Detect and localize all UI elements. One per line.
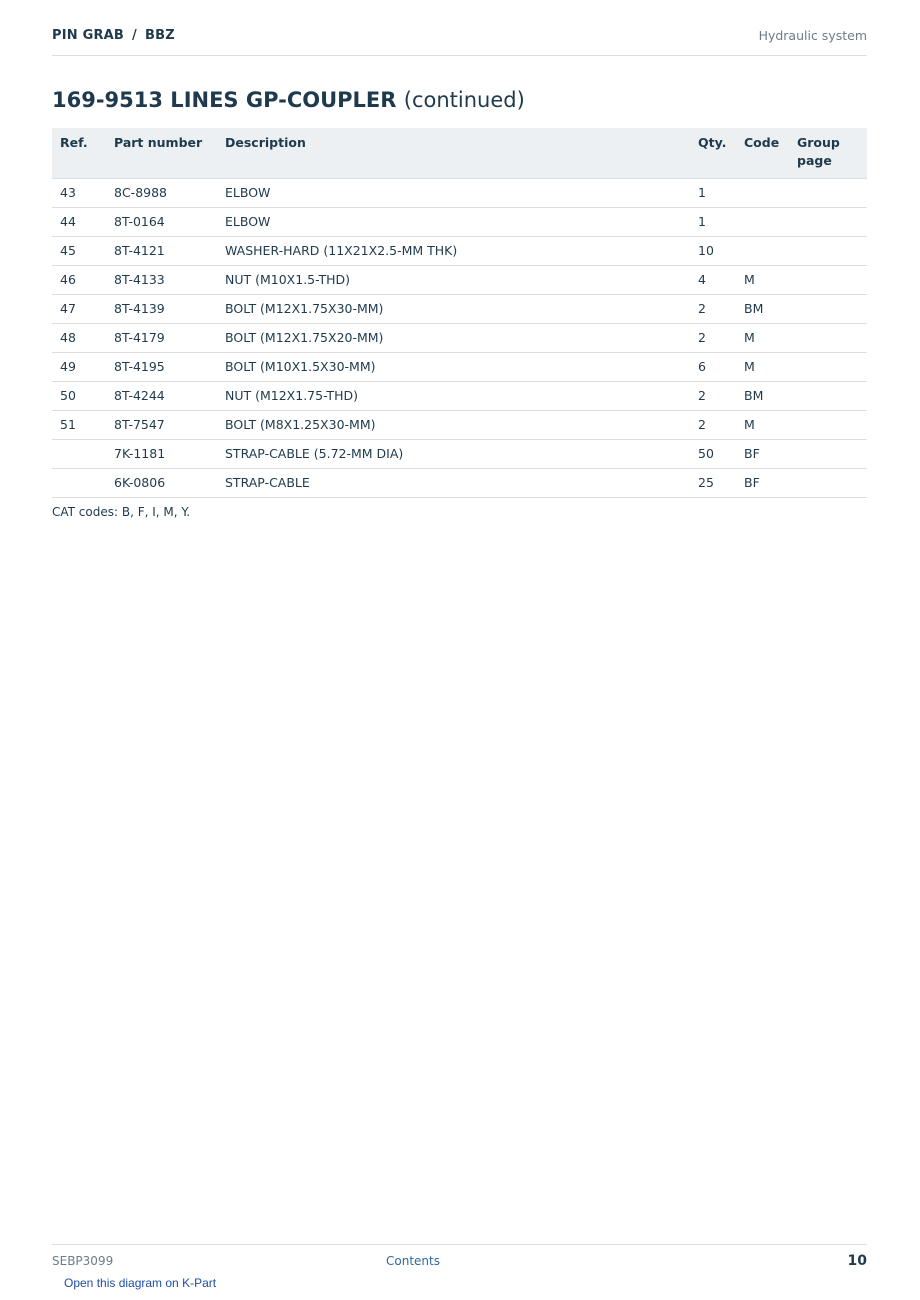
- cell-code: [736, 237, 789, 266]
- cell-description: NUT (M10X1.5-THD): [217, 266, 690, 295]
- cell-group-page: [789, 237, 867, 266]
- cell-code: [736, 208, 789, 237]
- table-row: [52, 440, 867, 469]
- cell-qty: 1: [690, 179, 736, 208]
- cell-code: BM: [736, 295, 789, 324]
- cell-qty: 50: [690, 440, 736, 469]
- cell-qty: 2: [690, 411, 736, 440]
- cell-code: [736, 179, 789, 208]
- header-group-page: Group page: [789, 128, 867, 179]
- cell-group-page: [789, 353, 867, 382]
- cell-group-page: [789, 440, 867, 469]
- cell-description: ELBOW: [217, 179, 690, 208]
- cell-part-number: 8T-4195: [106, 353, 217, 382]
- cell-group-page: [789, 266, 867, 295]
- cell-part-number: 8T-7547: [106, 411, 217, 440]
- cell-ref: 51: [52, 411, 106, 440]
- cell-description: BOLT (M12X1.75X30-MM): [217, 295, 690, 324]
- cell-group-page: [789, 295, 867, 324]
- cell-code: M: [736, 324, 789, 353]
- page-title-suffix: (continued): [403, 88, 525, 112]
- table-row: [52, 382, 867, 411]
- cell-qty: 10: [690, 237, 736, 266]
- cell-qty: 2: [690, 324, 736, 353]
- page-title-main: 169-9513 LINES GP-COUPLER: [52, 88, 397, 112]
- cell-qty: 1: [690, 208, 736, 237]
- page-number: 10: [847, 1253, 867, 1269]
- cell-ref: 50: [52, 382, 106, 411]
- cell-description: NUT (M12X1.75-THD): [217, 382, 690, 411]
- cell-group-page: [789, 469, 867, 498]
- contents-link[interactable]: Contents: [386, 1254, 440, 1268]
- header-part-number: Part number: [106, 128, 217, 179]
- cell-ref: 49: [52, 353, 106, 382]
- cell-description: STRAP-CABLE (5.72-MM DIA): [217, 440, 690, 469]
- open-kpart-link[interactable]: Open this diagram on K-Part: [64, 1276, 217, 1290]
- cell-code: M: [736, 411, 789, 440]
- header-ref: Ref.: [52, 128, 106, 179]
- cell-qty: 2: [690, 295, 736, 324]
- cell-ref: 45: [52, 237, 106, 266]
- document-code: SEBP3099: [52, 1254, 114, 1268]
- cell-part-number: 8T-4244: [106, 382, 217, 411]
- cell-description: BOLT (M8X1.25X30-MM): [217, 411, 690, 440]
- table-row: [52, 324, 867, 353]
- cell-description: BOLT (M12X1.75X20-MM): [217, 324, 690, 353]
- section-label: Hydraulic system: [758, 28, 867, 43]
- table-row: [52, 411, 867, 440]
- cell-part-number: 8C-8988: [106, 179, 217, 208]
- cell-part-number: 8T-4121: [106, 237, 217, 266]
- cell-group-page: [789, 382, 867, 411]
- table-row: [52, 353, 867, 382]
- cell-group-page: [789, 411, 867, 440]
- cat-codes-note: CAT codes: B, F, I, M, Y.: [52, 505, 191, 519]
- cell-description: ELBOW: [217, 208, 690, 237]
- cell-ref: 48: [52, 324, 106, 353]
- cell-code: BM: [736, 382, 789, 411]
- cell-part-number: 6K-0806: [106, 469, 217, 498]
- header-code: Code: [736, 128, 789, 179]
- page-title: [52, 88, 525, 112]
- cell-qty: 6: [690, 353, 736, 382]
- cell-code: BF: [736, 469, 789, 498]
- cell-ref: 47: [52, 295, 106, 324]
- parts-table: [52, 128, 867, 498]
- table-row: [52, 469, 867, 498]
- cell-qty: 4: [690, 266, 736, 295]
- cell-ref: [52, 469, 106, 498]
- page-footer: [52, 1244, 867, 1275]
- cell-description: STRAP-CABLE: [217, 469, 690, 498]
- cell-qty: 25: [690, 469, 736, 498]
- cell-part-number: 8T-4133: [106, 266, 217, 295]
- header-description: Description: [217, 128, 690, 179]
- header-qty: Qty.: [690, 128, 736, 179]
- breadcrumb-machine: PIN GRAB: [52, 28, 125, 43]
- cell-code: BF: [736, 440, 789, 469]
- table-row: [52, 237, 867, 266]
- cell-part-number: 8T-4179: [106, 324, 217, 353]
- cell-ref: 43: [52, 179, 106, 208]
- cell-code: M: [736, 353, 789, 382]
- cell-code: M: [736, 266, 789, 295]
- table-row: [52, 295, 867, 324]
- breadcrumb-serial-prefix: BBZ: [144, 28, 175, 43]
- cell-part-number: 8T-4139: [106, 295, 217, 324]
- cell-part-number: 8T-0164: [106, 208, 217, 237]
- table-header-row: [52, 128, 867, 179]
- page-header: [52, 28, 867, 56]
- table-row: [52, 179, 867, 208]
- breadcrumb-separator: /: [132, 28, 137, 43]
- table-row: [52, 266, 867, 295]
- cell-group-page: [789, 179, 867, 208]
- cell-ref: 46: [52, 266, 106, 295]
- cell-group-page: [789, 208, 867, 237]
- table-row: [52, 208, 867, 237]
- breadcrumb: [52, 28, 175, 43]
- cell-qty: 2: [690, 382, 736, 411]
- cell-ref: 44: [52, 208, 106, 237]
- cell-description: WASHER-HARD (11X21X2.5-MM THK): [217, 237, 690, 266]
- cell-part-number: 7K-1181: [106, 440, 217, 469]
- cell-ref: [52, 440, 106, 469]
- cell-group-page: [789, 324, 867, 353]
- cell-description: BOLT (M10X1.5X30-MM): [217, 353, 690, 382]
